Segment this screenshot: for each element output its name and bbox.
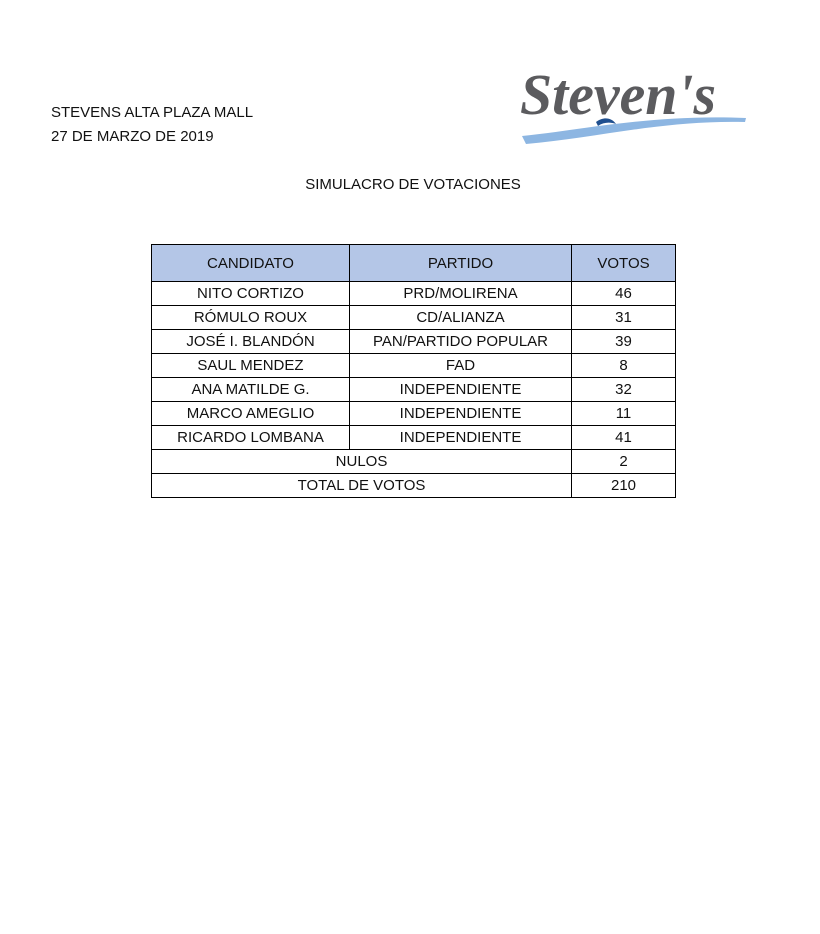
cell-votos: 39: [572, 330, 676, 354]
cell-partido: PAN/PARTIDO POPULAR: [350, 330, 572, 354]
column-header-votos: VOTOS: [572, 245, 676, 282]
table-row: [152, 330, 676, 354]
column-header-candidato: CANDIDATO: [152, 245, 350, 282]
cell-candidato: RICARDO LOMBANA: [152, 426, 350, 450]
logo-wordmark: Steven's: [520, 62, 716, 127]
total-votos: 210: [572, 474, 676, 498]
document-date: 27 DE MARZO DE 2019: [51, 128, 214, 145]
table-row: [152, 402, 676, 426]
document-title: SIMULACRO DE VOTACIONES: [305, 176, 521, 193]
cell-votos: 46: [572, 282, 676, 306]
table-header-row: [152, 245, 676, 282]
cell-partido: PRD/MOLIRENA: [350, 282, 572, 306]
organization-name: STEVENS ALTA PLAZA MALL: [51, 104, 254, 121]
cell-candidato: SAUL MENDEZ: [152, 354, 350, 378]
cell-candidato: MARCO AMEGLIO: [152, 402, 350, 426]
table-row: [152, 306, 676, 330]
cell-votos: 11: [572, 402, 676, 426]
table-row: [152, 378, 676, 402]
table-row: [152, 354, 676, 378]
cell-votos: 8: [572, 354, 676, 378]
table-row: [152, 282, 676, 306]
cell-votos: 32: [572, 378, 676, 402]
cell-candidato: RÓMULO ROUX: [152, 306, 350, 330]
cell-partido: INDEPENDIENTE: [350, 402, 572, 426]
total-row: [152, 474, 676, 498]
nulos-votos: 2: [572, 450, 676, 474]
cell-partido: FAD: [350, 354, 572, 378]
nulos-row: [152, 450, 676, 474]
column-header-partido: PARTIDO: [350, 245, 572, 282]
cell-candidato: ANA MATILDE G.: [152, 378, 350, 402]
cell-partido: CD/ALIANZA: [350, 306, 572, 330]
cell-partido: INDEPENDIENTE: [350, 426, 572, 450]
cell-candidato: JOSÉ I. BLANDÓN: [152, 330, 350, 354]
table-row: [152, 426, 676, 450]
cell-candidato: NITO CORTIZO: [152, 282, 350, 306]
results-table: [151, 244, 676, 498]
total-label: TOTAL DE VOTOS: [152, 474, 572, 498]
nulos-label: NULOS: [152, 450, 572, 474]
cell-votos: 31: [572, 306, 676, 330]
stevens-logo: [512, 52, 752, 152]
cell-partido: INDEPENDIENTE: [350, 378, 572, 402]
cell-votos: 41: [572, 426, 676, 450]
